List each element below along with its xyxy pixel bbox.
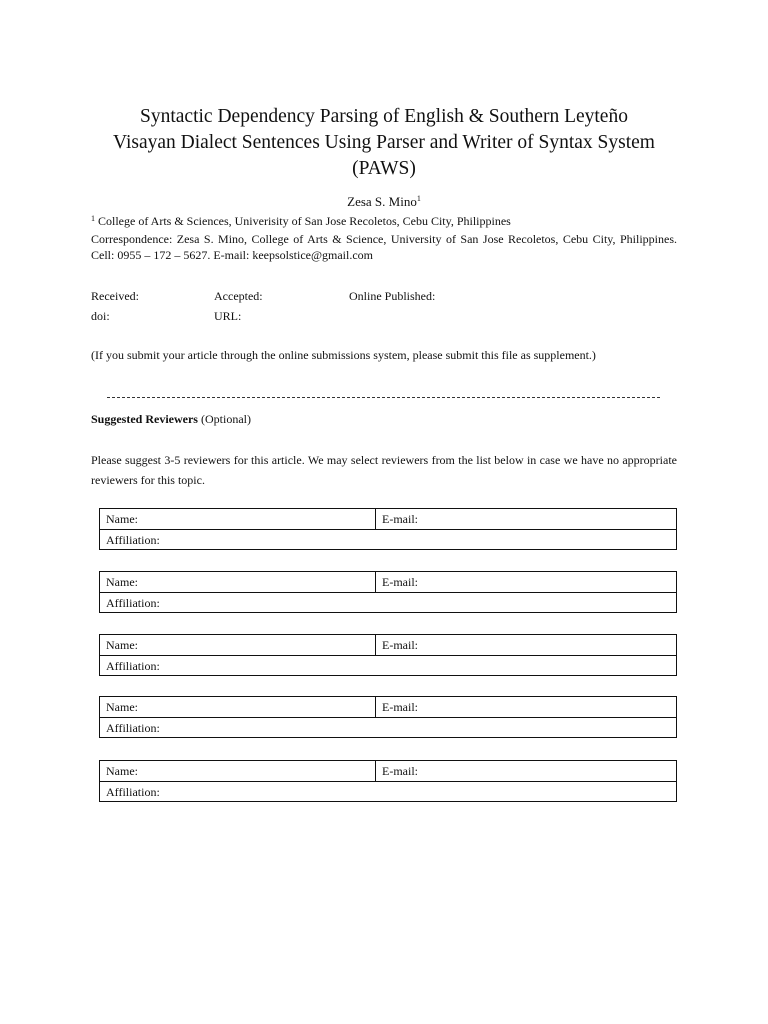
reviewer-affiliation-field[interactable]: Affiliation:	[106, 659, 160, 673]
affiliation-line	[91, 211, 681, 229]
received-label: Received:	[91, 289, 139, 303]
reviewer-affiliation-field[interactable]: Affiliation:	[106, 596, 160, 610]
reviewer-name-field[interactable]: Name:	[100, 635, 376, 655]
correspondence: Correspondence: Zesa S. Mino, College of Arts & Science, University of San Jose Recoletos, Cebu City, Philippines. Cell: 0955 – 172 – 5627. E-mail: keepsolstice@gmail.com	[91, 232, 677, 262]
author-name: Zesa S. Mino	[347, 194, 417, 209]
title-line-1: Syntactic Dependency Parsing of English & Southern Leyteño	[140, 106, 628, 127]
suggested-reviewers-heading	[91, 411, 251, 427]
author-line	[0, 191, 768, 210]
suggested-optional: (Optional)	[200, 412, 251, 426]
reviewer-email-field[interactable]: E-mail:	[382, 512, 418, 526]
reviewer-table-2	[99, 571, 677, 613]
reviewer-affiliation-field[interactable]: Affiliation:	[106, 533, 160, 547]
paper-title	[60, 104, 708, 182]
section-divider	[107, 397, 660, 398]
accepted-label: Accepted:	[214, 289, 263, 303]
reviewer-email-field[interactable]: E-mail:	[382, 638, 418, 652]
reviewer-email-field[interactable]: E-mail:	[382, 764, 418, 778]
reviewer-affiliation-field[interactable]: Affiliation:	[106, 785, 160, 799]
suggested-heading-bold: Suggested Reviewers	[91, 412, 198, 426]
title-line-3: (PAWS)	[352, 158, 416, 179]
reviewer-name-field[interactable]: Name:	[100, 509, 376, 529]
online-published-label: Online Published:	[349, 289, 436, 303]
url-label: URL:	[214, 309, 242, 323]
doi-label: doi:	[91, 309, 110, 323]
reviewer-name-field[interactable]: Name:	[100, 572, 376, 592]
reviewer-table-5	[99, 760, 677, 802]
title-line-2: Visayan Dialect Sentences Using Parser and Writer of Syntax System	[113, 132, 655, 153]
reviewer-table-1	[99, 508, 677, 550]
reviewer-email-field[interactable]: E-mail:	[382, 575, 418, 589]
reviewer-affiliation-field[interactable]: Affiliation:	[106, 721, 160, 735]
affiliation-superscript: 1	[91, 214, 95, 223]
affiliation-text: College of Arts & Sciences, Univerisity of San Jose Recoletos, Cebu City, Philippines	[98, 214, 511, 228]
reviewer-instructions: Please suggest 3-5 reviewers for this article. We may select reviewers from the list below in case we have no appropriate reviewers for this topic.	[91, 453, 677, 487]
author-superscript: 1	[416, 194, 421, 203]
reviewer-name-field[interactable]: Name:	[100, 697, 376, 717]
reviewer-table-4	[99, 696, 677, 738]
submission-note: (If you submit your article through the online submissions system, please submit this file as supplement.)	[91, 348, 596, 362]
reviewer-email-field[interactable]: E-mail:	[382, 700, 418, 714]
reviewer-table-3	[99, 634, 677, 676]
reviewer-name-field[interactable]: Name:	[100, 761, 376, 781]
